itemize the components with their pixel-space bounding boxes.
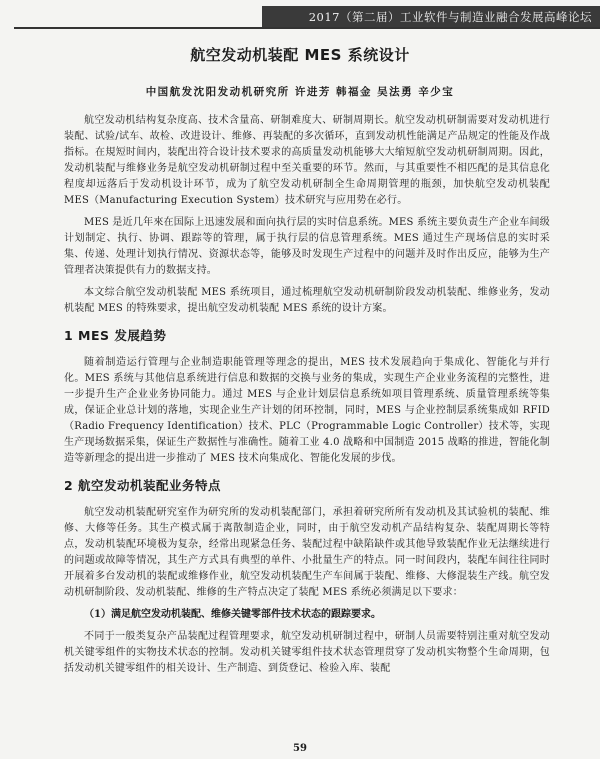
author-line: 中国航发沈阳发动机研究所 许进芳 韩福金 吴法勇 辛少宝 [145, 86, 455, 98]
running-header: 2017（第二届）工业软件与制造业融合发展高峰论坛 [262, 6, 600, 28]
page-number: 59 [293, 743, 307, 754]
article-title: 航空发动机装配 MES 系统设计 [190, 46, 410, 64]
intro-paragraph-1: 航空发动机结构复杂度高、技术含量高、研制难度大、研制周期长。航空发动机研制需要对发动机进行装配、试验/试车、故检、改进设计、维修、再装配的多次循环，直到发动机性能满足产品规定的性能及作战指标。在規短时间内，装配出符合设计技术要求的高质量发动机能够大大缩短航空发动机研制周期。因此，发动机装配与维修业务是航空发动机研制过程中至关重要的环节。然而，与其重要性不相匹配的是其信息化程度却远落后于发动机设计环节，成为了航空发动机研制全生命周期管理的瓶颈，加快航空发动机装配 MES（Manufacturing Execution System）技术研究与应用势在必行。 [64, 115, 550, 206]
section-1-paragraph-1: 随着制造运行管理与企业制造职能管理等理念的提出，MES 技术发展趋向于集成化、智能化与并行化。MES 系统与其他信息系统进行信息和数据的交换与业务的集成，实现生产企业业务流程的完整性，进一步提升生产企业业务协同能力。通过 MES 与企业计划层信息系统如项目管理系统、质量管理系统等集成，保证企业总计划的落地，实现企业生产计划的闭环控制，同时，MES 与企业控制层系统集成如 RFID（Radio Frequency Identification）技术、PLC（Programmable Logic Controller）技术等，实现生产现场数据采集，保证生产数据性与准确性。随着工业 4.0 战略和中国制造 2015 战略的推进，智能化制造等新理念的提出进一步推动了 MES 技术向集成化、智能化发展的步伐。 [64, 357, 550, 464]
section-2-paragraph-2: 不同于一般类复杂产品装配过程管理要求，航空发动机研制过程中，研制人员需要特别注重对航空发动机关键零组件的实物技术状态的控制。发动机关键零组件技术状态管理贯穿了发动机实物整个生命周期，包括发动机关键零组件的相关设计、生产制造、到货登记、检验入库、装配 [64, 631, 550, 674]
section-2-heading: 2 航空发动机装配业务特点 [64, 478, 222, 493]
subsection-1-heading: （1）满足航空发动机装配、维修关键零部件技术状态的跟踪要求。 [84, 609, 381, 620]
intro-paragraph-3: 本文综合航空发动机装配 MES 系统项目，通过梳理航空发动机研制阶段发动机装配、维修业务，发动机装配 MES 的特殊要求，提出航空发动机装配 MES 系统的设计方案。 [64, 287, 550, 314]
section-1-heading: 1 MES 发展趋势 [64, 328, 167, 343]
header-rule [14, 27, 600, 29]
intro-paragraph-2: MES 是近几年來在国际上迅速发展和面向执行层的实时信息系统。MES 系统主要负责生产企业车间级计划制定、执行、协调、跟踪等的管理，属于执行层的信息管理系统。MES 通过生产现场信息的实时采集、传递、处理计划执行情况、资源状态等，能够及时发现生产过程中的问题并及时作出反应，能够为生产管理者决策提供有力的数据支持。 [64, 217, 550, 276]
section-2-paragraph-1: 航空发动机装配研究室作为研究所的发动机装配部门，承担着研究所所有发动机及其试验机的装配、维修、大修等任务。其生产模式属于离散制造企业，同时，由于航空发动机产品结构复杂、装配周期长等特点，发动机装配环境极为复杂，经常出现紧急任务、装配过程中缺陷缺件或其他导致装配作业无法继续进行的问题或故障等情况，其生产方式具有典型的单件、小批量生产的特点。同一时间段内，装配车间往往同时开展着多台发动机的装配或维修作业，航空发动机装配生产车间属于装配、维修、大修混装生产线。航空发动机研制阶段、发动机装配、维修的生产特点决定了装配 MES 系统必须满足以下要求： [64, 507, 550, 598]
article-body [64, 113, 550, 683]
